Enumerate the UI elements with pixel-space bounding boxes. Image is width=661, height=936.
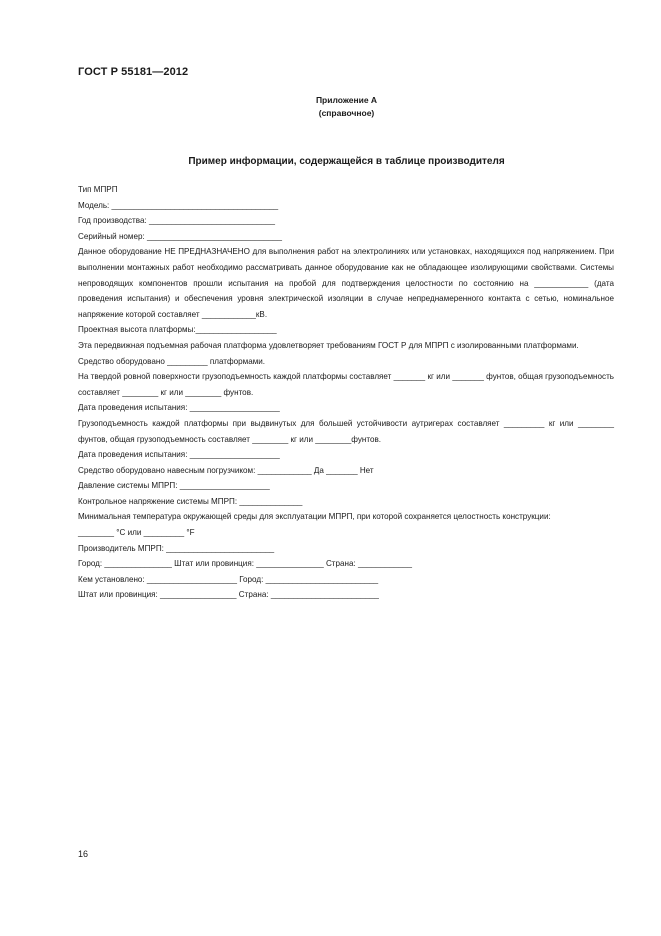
line-equipped-platforms: Средство оборудовано _________ платформами.: [78, 356, 266, 366]
paragraph-warning: Данное оборудование НЕ ПРЕДНАЗНАЧЕНО для выполнения работ на электролиниях или установках, находящихся под напряжением. При выполнении монтажных работ необходимо рассматривать данное оборудование как не обладающее изолирующими свойствами. Системы непроводящих компонентов прошли испытания на пробой для подтверждения целостности по состоянию на ____________ (дата проведения испытания) и обеспечения уровня электрической изоляции в случае непреднамеренного контакта с сетью, номинальное напряжение которой составляет ____________кВ.: [78, 247, 614, 319]
annex-heading: [0, 94, 661, 120]
paragraph-compliance: Эта передвижная подъемная рабочая платформа удовлетворяет требованиям ГОСТ Р для МПРП с изолированными платформами.: [78, 340, 579, 350]
line-state-country: Штат или провинция: _________________ Страна: ________________________: [78, 590, 379, 600]
line-control-voltage: Контрольное напряжение системы МПРП: ______________: [78, 496, 303, 506]
standard-code: ГОСТ Р 55181—2012: [78, 66, 189, 78]
line-serial: Серийный номер: ______________________________: [78, 231, 283, 241]
line-test-date-2: Дата проведения испытания: ____________________: [78, 450, 280, 460]
paragraph-capacity-level: На твердой ровной поверхности грузоподъемность каждой платформы составляет _______ кг или _______ фунтов, общая грузоподъемность составляет ________ кг или ________ фунтов.: [78, 372, 614, 397]
line-city-state-country: Город: _______________ Штат или провинция: _______________ Страна: ____________: [78, 559, 413, 569]
line-model: Модель: _____________________________________: [78, 200, 279, 210]
line-installed-by: Кем установлено: ____________________ Город: _________________________: [78, 574, 379, 584]
line-year: Год производства: ____________________________: [78, 216, 276, 226]
line-platform-height: Проектная высота платформы:__________________: [78, 325, 277, 335]
page-number: 16: [78, 849, 89, 859]
line-manufacturer: Производитель МПРП: ________________________: [78, 543, 275, 553]
line-test-date-1: Дата проведения испытания: ____________________: [78, 403, 280, 413]
line-temperature: ________ °С или _________ °F: [78, 528, 195, 538]
document-title: [0, 156, 661, 167]
paragraph-min-temperature: Минимальная температура окружающей среды для эксплуатации МПРП, при которой сохраняется целостность конструкции:: [78, 512, 551, 522]
paragraph-capacity-outriggers: Грузоподъемность каждой платформы при выдвинутых для большей устойчивости аутригерах составляет _________ кг или ________ фунтов, общая грузоподъемность составляет ________ кг или ________фунтов.: [78, 418, 614, 444]
line-type: Тип МПРП: [78, 185, 118, 194]
line-system-pressure: Давление системы МПРП: ____________________: [78, 481, 270, 491]
form-content: [78, 182, 614, 603]
annex-title: Приложение А: [315, 95, 378, 105]
line-loader: Средство оборудовано навесным погрузчиком: ____________ Да _______ Нет: [78, 465, 374, 475]
document-title-text: Пример информации, содержащейся в таблице производителя: [188, 156, 505, 167]
annex-type: (справочное): [318, 108, 375, 118]
